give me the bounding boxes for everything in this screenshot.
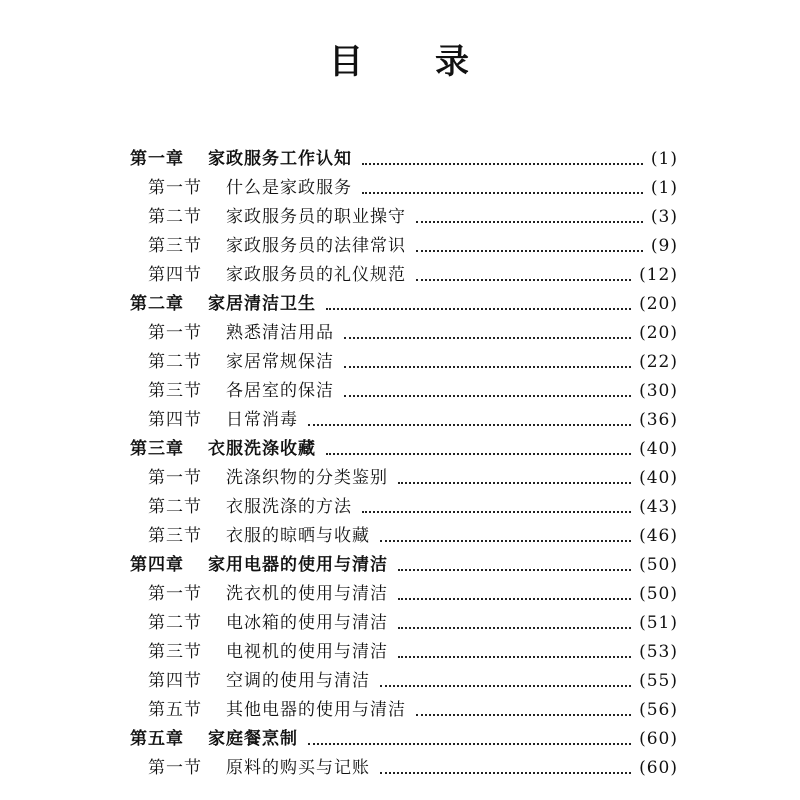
dot-leader [416, 277, 631, 281]
page-number: (43) [639, 497, 678, 517]
page-number: (46) [639, 526, 678, 546]
dot-leader [308, 741, 631, 745]
page-number: (3) [650, 207, 678, 227]
dot-leader [416, 712, 631, 716]
chapter-title: 家用电器的使用与清洁 [208, 555, 388, 575]
section-label: 第四节 [148, 410, 202, 430]
page-number: (30) [639, 381, 678, 401]
section-label: 第三节 [148, 381, 202, 401]
dot-leader [326, 451, 631, 455]
section-label: 第三节 [148, 236, 202, 256]
toc-chapter-4 [130, 551, 678, 580]
chapter-title: 衣服洗涤收藏 [208, 439, 316, 459]
toc-section-4-1 [130, 580, 678, 609]
toc-section-1-4 [130, 261, 678, 290]
toc-section-2-2 [130, 348, 678, 377]
section-label: 第一节 [148, 323, 202, 343]
chapter-label: 第五章 [130, 729, 184, 749]
toc-section-3-1 [130, 464, 678, 493]
section-label: 第一节 [148, 584, 202, 604]
page-number: (51) [639, 613, 678, 633]
toc-section-1-1 [130, 174, 678, 203]
page-number: (22) [639, 352, 678, 372]
section-title: 家政服务员的礼仪规范 [226, 265, 406, 285]
page-number: (1) [650, 149, 678, 169]
section-title: 电冰箱的使用与清洁 [226, 613, 388, 633]
section-label: 第四节 [148, 265, 202, 285]
toc-section-3-3 [130, 522, 678, 551]
section-label: 第五节 [148, 700, 202, 720]
page-number: (36) [639, 410, 678, 430]
dot-leader [380, 770, 631, 774]
dot-leader [398, 625, 631, 629]
dot-leader [362, 161, 643, 165]
page-number: (20) [639, 294, 678, 314]
page-number: (50) [639, 555, 678, 575]
toc-chapter-1 [130, 145, 678, 174]
dot-leader [344, 335, 631, 339]
dot-leader [344, 364, 631, 368]
toc-section-4-5 [130, 696, 678, 725]
section-title: 其他电器的使用与清洁 [226, 700, 406, 720]
dot-leader [362, 509, 631, 513]
dot-leader [326, 306, 631, 310]
table-of-contents [130, 145, 678, 783]
toc-section-3-2 [130, 493, 678, 522]
title-char-1: 目 [329, 42, 365, 82]
section-label: 第二节 [148, 613, 202, 633]
section-label: 第四节 [148, 671, 202, 691]
toc-chapter-3 [130, 435, 678, 464]
section-label: 第二节 [148, 497, 202, 517]
page-number: (56) [639, 700, 678, 720]
section-title: 家政服务员的法律常识 [226, 236, 406, 256]
dot-leader [380, 683, 631, 687]
title-char-2: 录 [435, 42, 471, 82]
section-label: 第一节 [148, 758, 202, 778]
section-title: 什么是家政服务 [226, 178, 352, 198]
page-number: (9) [650, 236, 678, 256]
chapter-title: 家庭餐烹制 [208, 729, 298, 749]
toc-section-1-2 [130, 203, 678, 232]
section-title: 家政服务员的职业操守 [226, 207, 406, 227]
dot-leader [398, 654, 631, 658]
section-title: 各居室的保洁 [226, 381, 334, 401]
section-label: 第二节 [148, 207, 202, 227]
toc-chapter-2 [130, 290, 678, 319]
chapter-title: 家居清洁卫生 [208, 294, 316, 314]
section-title: 熟悉清洁用品 [226, 323, 334, 343]
dot-leader [344, 393, 631, 397]
section-label: 第一节 [148, 468, 202, 488]
section-label: 第一节 [148, 178, 202, 198]
page-title [0, 34, 800, 83]
page-number: (60) [639, 729, 678, 749]
page-number: (40) [639, 468, 678, 488]
page-number: (55) [639, 671, 678, 691]
dot-leader [398, 480, 631, 484]
page-number: (12) [639, 265, 678, 285]
chapter-label: 第四章 [130, 555, 184, 575]
toc-section-4-3 [130, 638, 678, 667]
page-number: (20) [639, 323, 678, 343]
section-title: 衣服洗涤的方法 [226, 497, 352, 517]
chapter-label: 第三章 [130, 439, 184, 459]
toc-section-2-1 [130, 319, 678, 348]
section-title: 衣服的晾晒与收藏 [226, 526, 370, 546]
toc-section-4-2 [130, 609, 678, 638]
page-number: (40) [639, 439, 678, 459]
toc-section-1-3 [130, 232, 678, 261]
section-title: 洗衣机的使用与清洁 [226, 584, 388, 604]
dot-leader [398, 596, 631, 600]
section-title: 日常消毒 [226, 410, 298, 430]
section-title: 电视机的使用与清洁 [226, 642, 388, 662]
section-title: 洗涤织物的分类鉴别 [226, 468, 388, 488]
section-label: 第二节 [148, 352, 202, 372]
toc-section-4-4 [130, 667, 678, 696]
page-number: (60) [639, 758, 678, 778]
dot-leader [362, 190, 643, 194]
toc-section-2-4 [130, 406, 678, 435]
page-number: (1) [650, 178, 678, 198]
page-number: (53) [639, 642, 678, 662]
page-number: (50) [639, 584, 678, 604]
chapter-title: 家政服务工作认知 [208, 149, 352, 169]
toc-section-5-1 [130, 754, 678, 783]
dot-leader [398, 567, 631, 571]
section-title: 空调的使用与清洁 [226, 671, 370, 691]
section-label: 第三节 [148, 526, 202, 546]
dot-leader [380, 538, 631, 542]
section-title: 原料的购买与记账 [226, 758, 370, 778]
toc-section-2-3 [130, 377, 678, 406]
chapter-label: 第二章 [130, 294, 184, 314]
dot-leader [416, 219, 643, 223]
section-title: 家居常规保洁 [226, 352, 334, 372]
toc-chapter-5 [130, 725, 678, 754]
chapter-label: 第一章 [130, 149, 184, 169]
dot-leader [308, 422, 631, 426]
section-label: 第三节 [148, 642, 202, 662]
dot-leader [416, 248, 643, 252]
